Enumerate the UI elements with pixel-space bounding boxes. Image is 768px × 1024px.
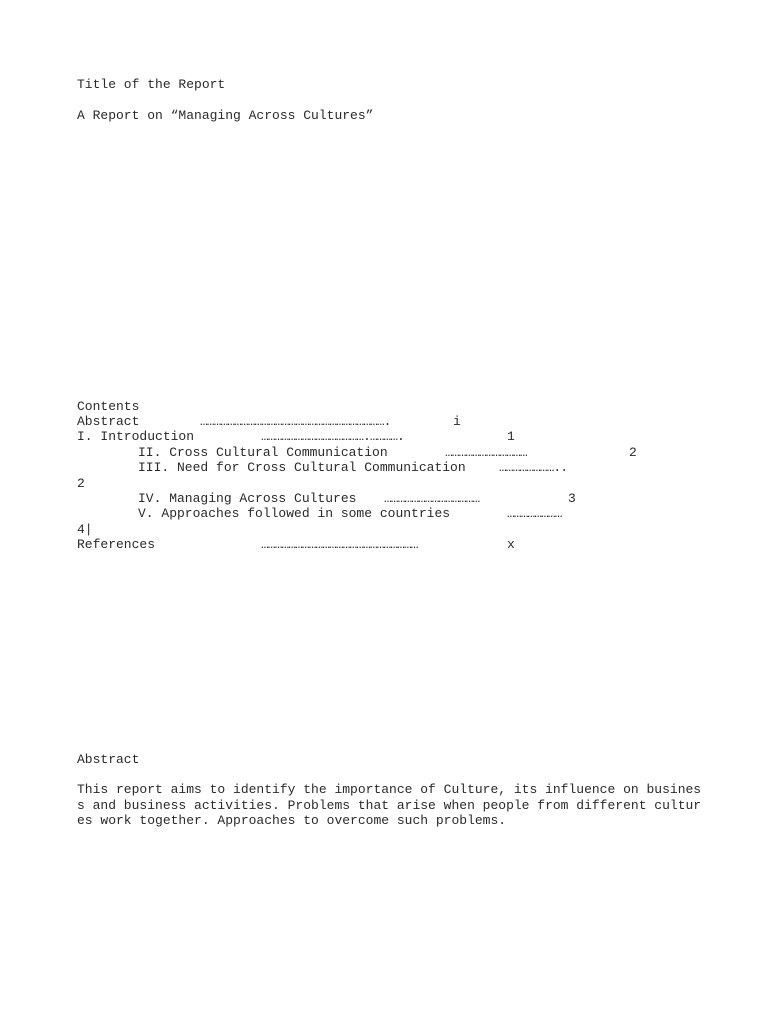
abstract-line-1: This report aims to identify the importance of Culture, its influence on busines [77, 782, 702, 797]
toc-label-introduction: I. Introduction [77, 429, 195, 444]
toc-page-managing-across-cultures: 3 [568, 491, 576, 506]
report-title-label: Title of the Report [77, 77, 226, 92]
toc-page-need-for-ccc: 2 [77, 476, 85, 491]
toc-label-cross-cultural-communication: II. Cross Cultural Communication [138, 445, 388, 460]
toc-page-introduction: 1 [507, 429, 515, 444]
toc-leader-introduction: ……………………………………….…………. [261, 429, 404, 444]
toc-label-references: References [77, 537, 156, 552]
toc-leader-cross-cultural-communication: ……………………………… [445, 445, 527, 460]
toc-page-references: x [507, 537, 515, 552]
toc-page-abstract: i [453, 414, 461, 429]
abstract-line-2: s and business activities. Problems that arise when people from different cultur [77, 798, 702, 813]
toc-leader-references: …………………………………………………………… [261, 537, 418, 552]
toc-leader-abstract: ………………………………………………………………………. [200, 414, 391, 429]
toc-label-approaches: V. Approaches followed in some countries [138, 506, 451, 521]
toc-leader-approaches: …………………… [507, 506, 562, 521]
abstract-heading: Abstract [77, 752, 140, 767]
contents-heading: Contents [77, 399, 140, 414]
toc-leader-managing-across-cultures: …………………………………… [384, 491, 480, 506]
toc-label-abstract: Abstract [77, 414, 140, 429]
toc-page-cross-cultural-communication: 2 [629, 445, 637, 460]
abstract-line-3: es work together. Approaches to overcome such problems. [77, 813, 507, 828]
toc-label-need-for-ccc: III. Need for Cross Cultural Communication [138, 460, 466, 475]
report-subtitle: A Report on “Managing Across Cultures” [77, 108, 374, 123]
toc-page-approaches: 4| [77, 522, 93, 537]
toc-leader-need-for-ccc: …………………….. [499, 460, 568, 475]
toc-label-managing-across-cultures: IV. Managing Across Cultures [138, 491, 357, 506]
